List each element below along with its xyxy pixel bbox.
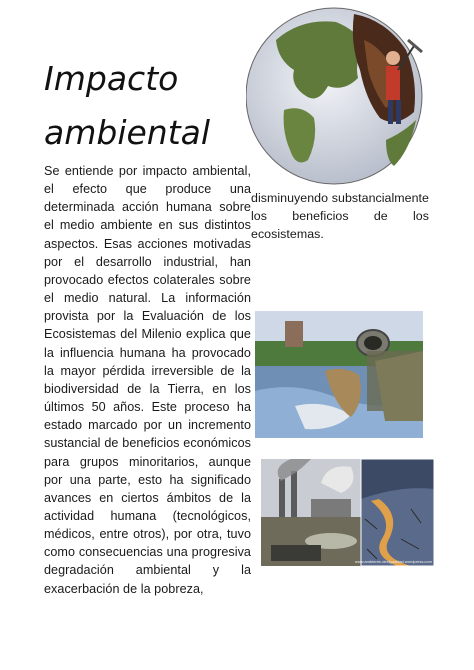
left-column [44, 162, 251, 598]
page-title [44, 52, 244, 160]
globe-illustration [246, 0, 426, 188]
title-line-1: Impacto [44, 59, 179, 98]
collage-watermark: www.ambiente-desigualdad.wordpress.com [354, 559, 432, 564]
body-paragraph-left: Se entiende por impacto ambiental, el efecto que produce una determinada acción humana sobre el medio ambiente en sus distintos aspectos. Esas acciones motivadas por el desarrollo industrial, han provocado efectos colaterales sobre el medio natural. La información provista por la Evaluación de los Ecosistemas del Milenio explica que la influencia humana ha provocado la mayor pérdida irreversible de la biodiversidad de la Tierra, en los últimos 50 años. Este proceso ha estado marcado por un incremento sustancial de beneficios económicos para grupos minoritarios, aunque por una parte, esto ha significado avances en ciertos ámbitos de la actividad humana (tecnológicos, médicos, entre otros), por otra, tuvo como consecuencias una progresiva degradación ambiental y la exacerbación de la pobreza, [44, 164, 251, 596]
right-column [251, 189, 429, 243]
title-line-2: ambiental [44, 113, 211, 152]
pollution-collage-photo [261, 459, 434, 566]
body-paragraph-right: disminuyendo substancialmente los beneficios de los ecosistemas. [251, 191, 429, 241]
sewage-pipe-photo [255, 311, 423, 438]
